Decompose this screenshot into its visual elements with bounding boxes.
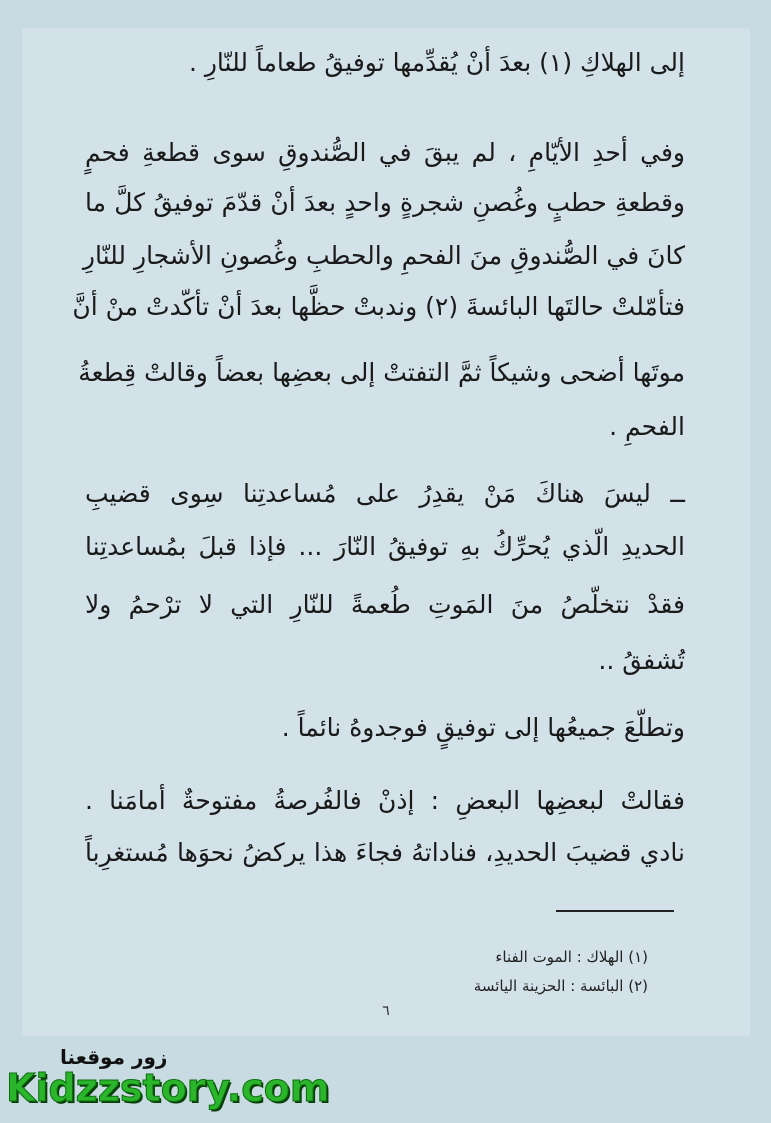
- footnote-1: (١) الهلاك : الموت الفناء: [495, 948, 648, 966]
- text-line: الفحمِ .: [609, 412, 685, 441]
- footnote-2: (٢) البائسة : الحزينة اليائسة: [473, 977, 648, 995]
- text-line: فتأمّلتْ حالتَها البائسةَ (٢) وندبتْ حظَّها بعدَ أنْ تأكّدتْ منْ أنَّ: [72, 292, 685, 321]
- text-line: نادي قضيبَ الحديدِ، فناداتهُ فجاءَ هذا يركضُ نحوَها مُستغرِباً: [85, 838, 685, 867]
- text-line: وتطلّعَ جميعُها إلى توفيقٍ فوجدوهُ نائماً .: [281, 713, 685, 742]
- text-line: كانَ في الصُّندوقِ منَ الفحمِ والحطبِ وغُصونِ الأشجارِ للنّارِ: [82, 241, 685, 270]
- page-number: ٦: [382, 1003, 390, 1019]
- text-line: تُشفقُ ..: [598, 646, 685, 675]
- text-line: موتَها أضحى وشيكاً ثمَّ التفتتْ إلى بعضِها بعضاً وقالتْ قِطعةُ: [78, 358, 685, 387]
- text-line: ــ ليسَ هناكَ مَنْ يقدِرُ على مُساعدتِنا سِوى قضيبِ: [85, 479, 685, 508]
- text-line: فقالتْ لبعضِها البعضِ : إذنْ فالفُرصةُ مفتوحةٌ أمامَنا .: [85, 786, 685, 815]
- text-line: وقطعةِ حطبٍ وغُصنِ شجرةٍ واحدٍ بعدَ أنْ قدّمَ توفيقُ كلَّ ما: [85, 188, 685, 217]
- text-line: الحديدِ الّذي يُحرِّكُ بهِ توفيقُ النّارَ ... فإذا قبلَ بمُساعدتِنا: [85, 532, 685, 561]
- text-line: وفي أحدِ الأيّامِ ، لم يبقَ في الصُّندوقِ سوى قطعةِ فحمٍ: [85, 138, 685, 167]
- text-line: فقدْ نتخلّصُ منَ المَوتِ طُعمةً للنّارِ التي لا ترْحمُ ولا: [85, 590, 685, 619]
- text-line: إلى الهلاكِ (١) بعدَ أنْ يُقدِّمها توفيقُ طعاماً للنّارِ .: [188, 48, 685, 77]
- watermark-logo: Kidzzstory.com: [6, 1066, 330, 1110]
- watermark-arabic: زور موقعنا: [60, 1045, 168, 1069]
- footnote-divider: [556, 910, 674, 912]
